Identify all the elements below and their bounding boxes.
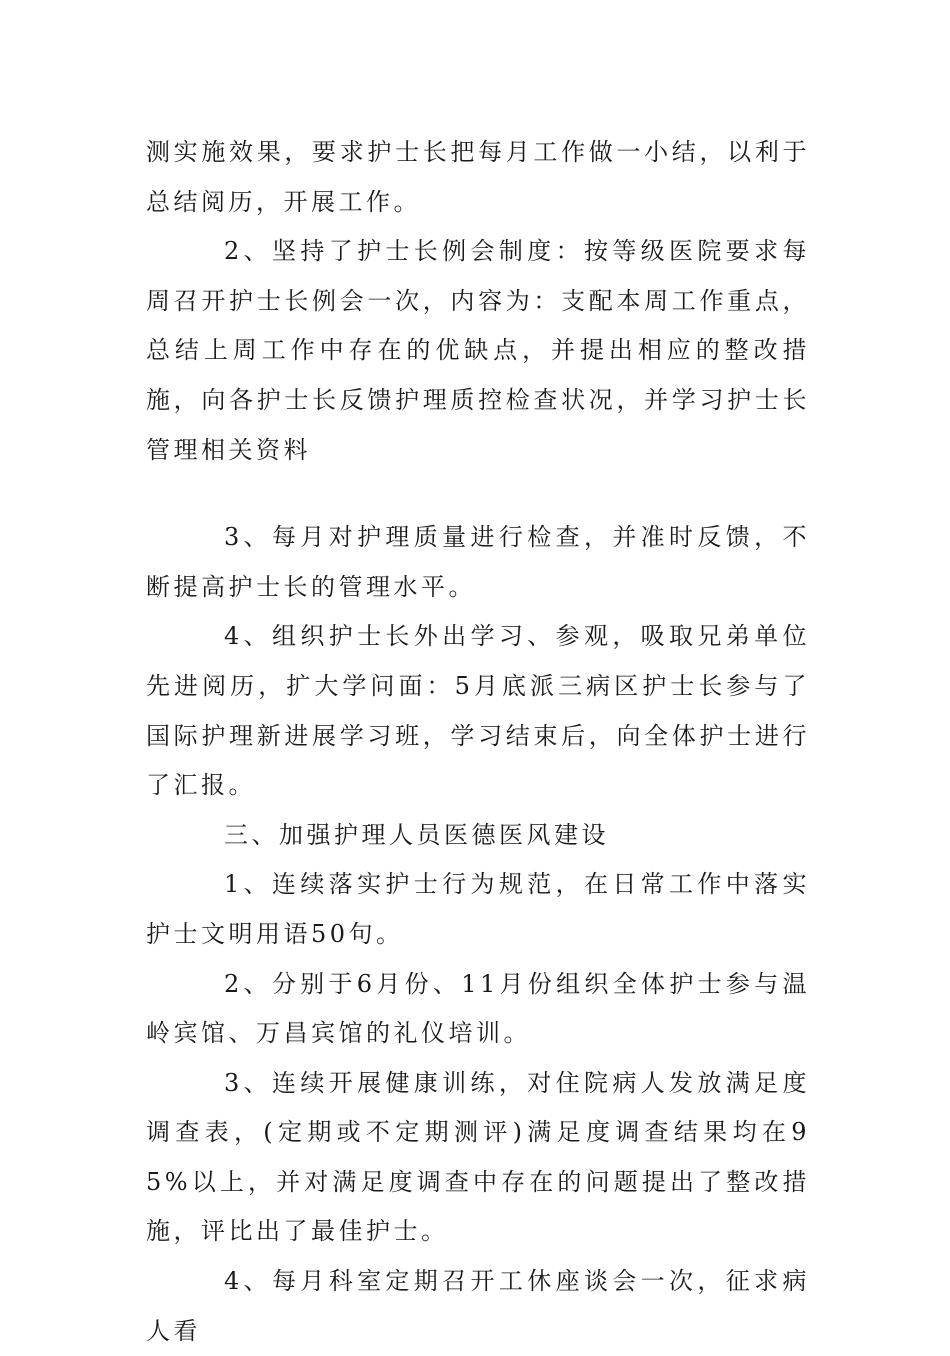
paragraph-item-4-study: 4、组织护士长外出学习、参观，吸取兄弟单位先进阅历，扩大学问面：5月底派三病区护士长参与了国际护理新进展学习班，学习结束后，向全体护士进行了汇报。 xyxy=(146,622,810,800)
paragraph-continuation: 测实施效果，要求护士长把每月工作做一小结，以利于总结阅历，开展工作。 xyxy=(146,138,810,216)
paragraph-item-4-forum: 4、每月科室定期召开工休座谈会一次，征求病人看 xyxy=(146,1267,810,1345)
paragraph-item-3-quality: 3、每月对护理质量进行检查，并准时反馈，不断提高护士长的管理水平。 xyxy=(146,523,810,601)
paragraph-item-2-meetings: 2、坚持了护士长例会制度：按等级医院要求每周召开护士长例会一次，内容为：支配本周工作重点，总结上周工作中存在的优缺点，并提出相应的整改措施，向各护士长反馈护理质控检查状况，并学习护士长管理相关资料 xyxy=(146,237,810,464)
document-body xyxy=(146,128,810,1356)
paragraph-item-3-health: 3、连续开展健康训练，对住院病人发放满足度调查表，(定期或不定期测评)满足度调查结果均在95%以上，并对满足度调查中存在的问题提出了整改措施，评比出了最佳护士。 xyxy=(146,1068,810,1246)
paragraph-gap xyxy=(146,475,810,513)
paragraph-item-2-etiquette: 2、分别于6月份、11月份组织全体护士参与温岭宾馆、万昌宾馆的礼仪培训。 xyxy=(146,969,810,1048)
section-heading-ethics: 三、加强护理人员医德医风建设 xyxy=(224,820,609,849)
paragraph-item-1-conduct: 1、连续落实护士行为规范，在日常工作中落实护士文明用语50句。 xyxy=(146,870,810,948)
